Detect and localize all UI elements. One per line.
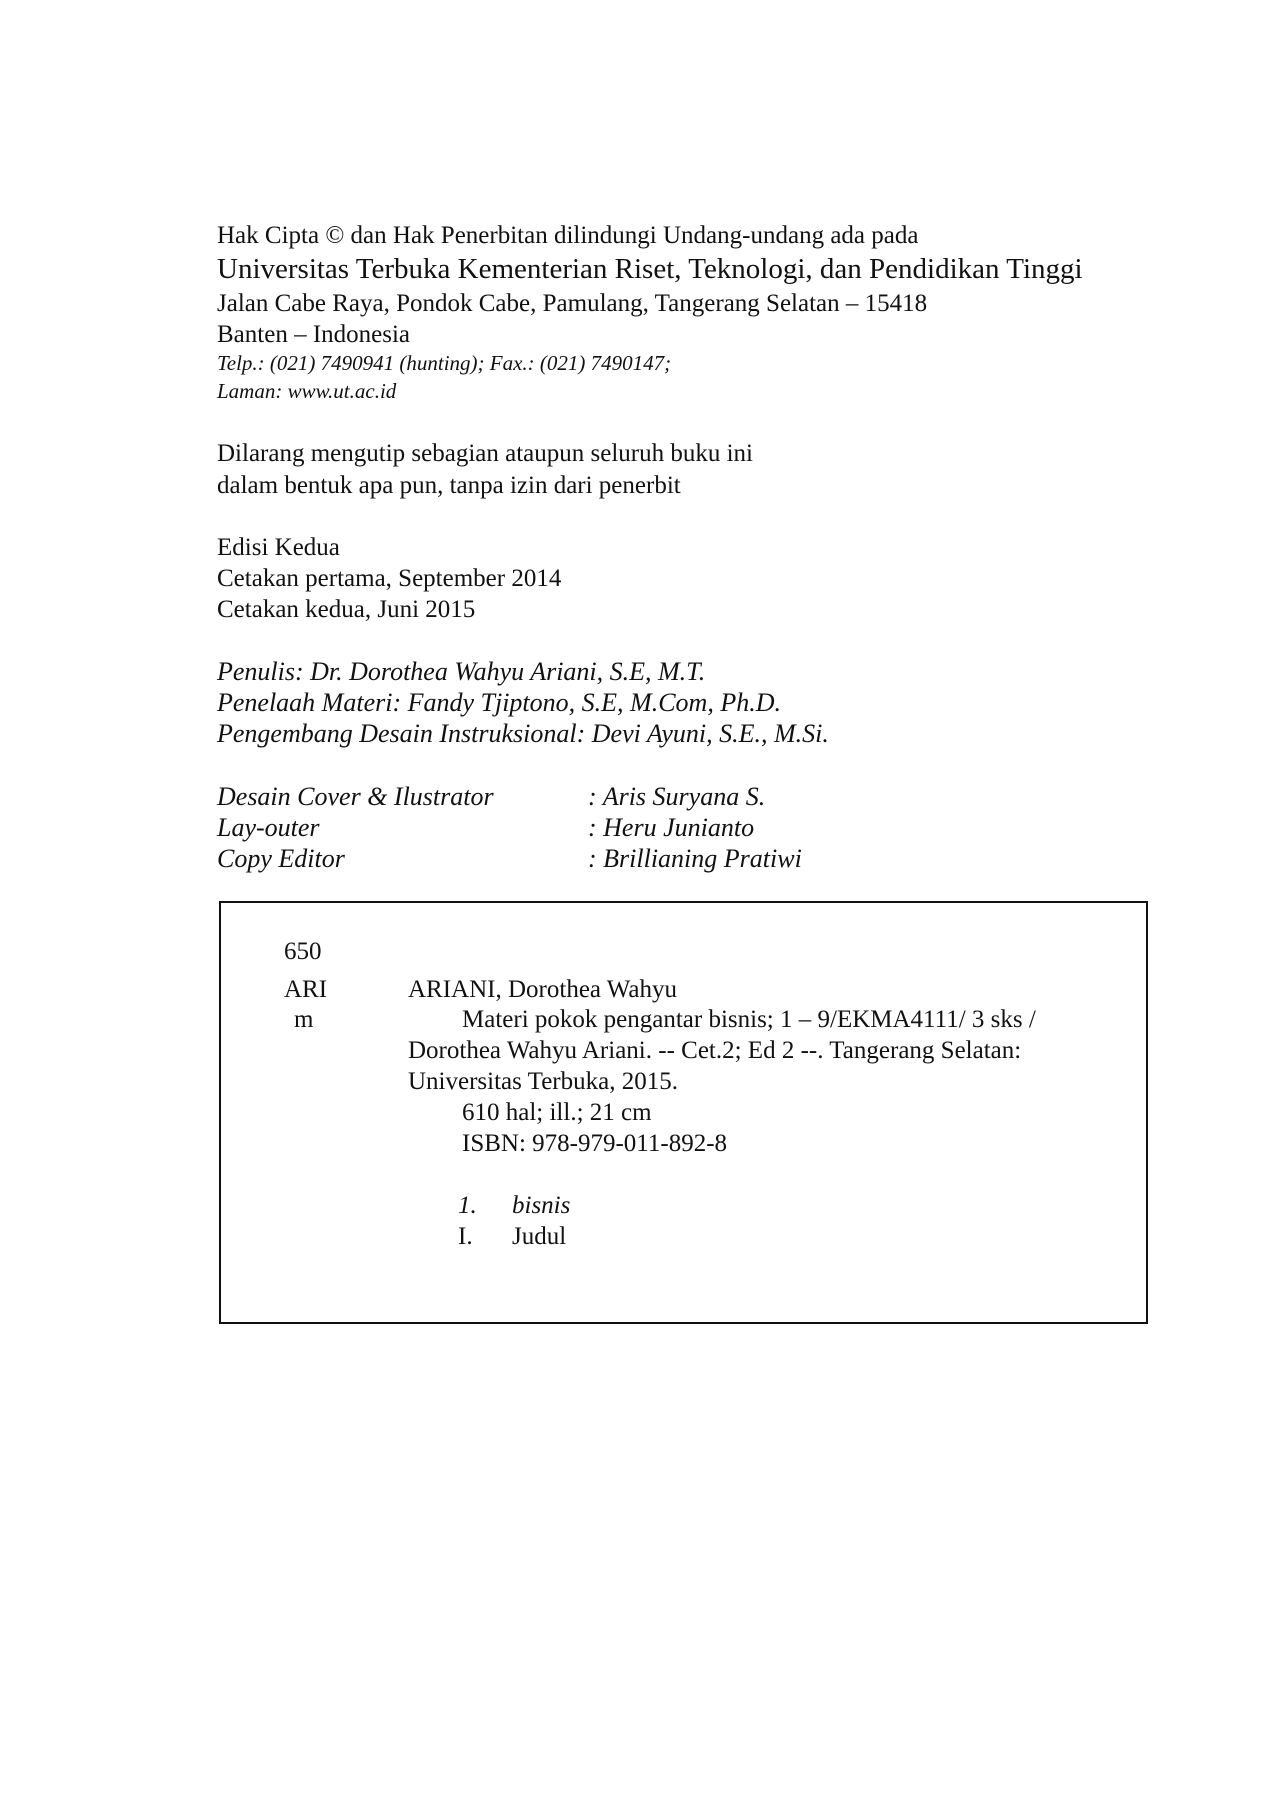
catalog-title-line-1: Materi pokok pengantar bisnis; 1 – 9/EKMA4111/ 3 sks / <box>462 1006 1036 1033</box>
catalog-box <box>219 901 1148 1324</box>
catalog-title-line-3: Universitas Terbuka, 2015. <box>408 1068 678 1095</box>
credit-value: : Heru Junianto <box>588 813 755 842</box>
credit-value: : Aris Suryana S. <box>588 782 766 811</box>
catalog-isbn: ISBN: 978-979-011-892-8 <box>462 1130 728 1157</box>
credit-label: Lay-outer <box>217 813 320 842</box>
author-reviewer: Penelaah Materi: Fandy Tjiptono, S.E, M.Com, Ph.D. <box>217 688 781 717</box>
publisher-region: Banten – Indonesia <box>217 321 411 348</box>
publisher-website: Laman: www.ut.ac.id <box>217 379 397 403</box>
edition-label: Edisi Kedua <box>217 534 340 561</box>
author-writer: Penulis: Dr. Dorothea Wahyu Ariani, S.E, M.T. <box>217 657 706 686</box>
catalog-class-number: 650 <box>284 938 322 965</box>
print-first: Cetakan pertama, September 2014 <box>217 565 562 592</box>
catalog-subject-number: I. <box>458 1223 473 1250</box>
publisher-phone: Telp.: (021) 7490941 (hunting); Fax.: (021) 7490147; <box>217 351 672 375</box>
catalog-subject-number: 1. <box>458 1192 477 1219</box>
credit-label: Desain Cover & Ilustrator <box>217 782 494 811</box>
author-designer: Pengembang Desain Instruksional: Devi Ayuni, S.E., M.Si. <box>217 719 829 748</box>
print-second: Cetakan kedua, Juni 2015 <box>217 596 476 623</box>
copyright-notice: Hak Cipta © dan Hak Penerbitan dilindungi Undang-undang ada pada <box>217 222 919 249</box>
publisher-name: Universitas Terbuka Kementerian Riset, Teknologi, dan Pendidikan Tinggi <box>217 253 1083 285</box>
catalog-pages: 610 hal; ill.; 21 cm <box>462 1099 652 1126</box>
credit-value: : Brillianing Pratiwi <box>588 844 802 873</box>
prohibition-line-1: Dilarang mengutip sebagian ataupun seluruh buku ini <box>217 440 753 467</box>
catalog-author-code: ARI <box>284 976 328 1003</box>
catalog-title-line-2: Dorothea Wahyu Ariani. -- Cet.2; Ed 2 --. Tangerang Selatan: <box>408 1037 1022 1064</box>
catalog-title-code: m <box>294 1006 314 1033</box>
catalog-subject-text: bisnis <box>512 1192 571 1219</box>
credit-label: Copy Editor <box>217 844 345 873</box>
prohibition-line-2: dalam bentuk apa pun, tanpa izin dari penerbit <box>217 472 681 499</box>
catalog-author: ARIANI, Dorothea Wahyu <box>408 976 677 1003</box>
publisher-address: Jalan Cabe Raya, Pondok Cabe, Pamulang, Tangerang Selatan – 15418 <box>217 290 928 317</box>
catalog-subject-text: Judul <box>512 1223 567 1250</box>
